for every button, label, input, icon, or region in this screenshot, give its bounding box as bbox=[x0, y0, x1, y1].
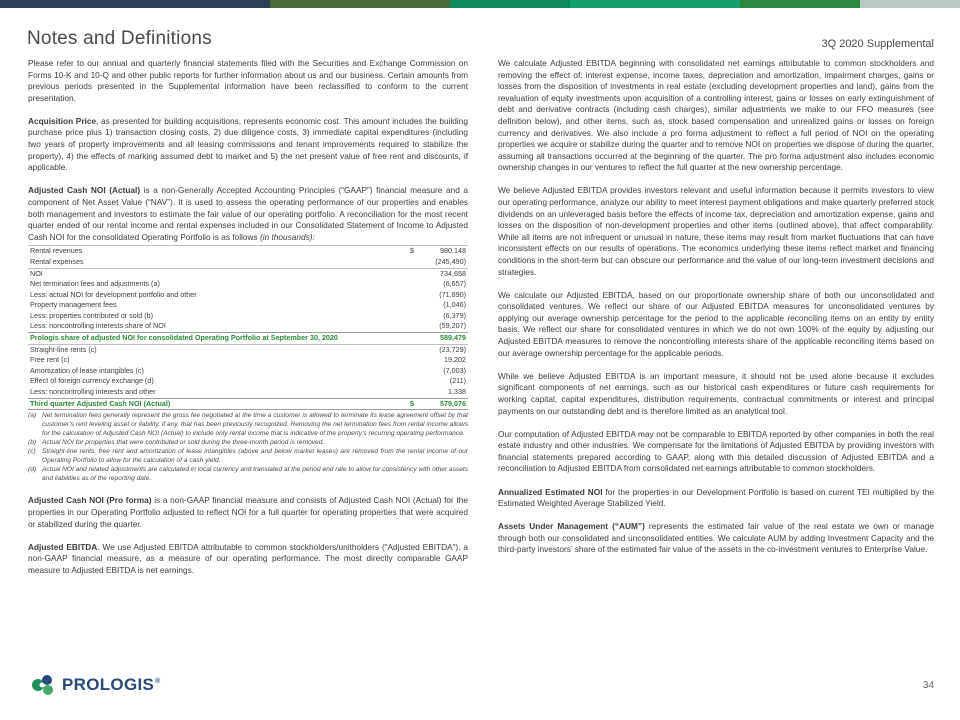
row-currency bbox=[408, 257, 418, 268]
adjusted-cash-noi-pro-forma-paragraph bbox=[28, 495, 468, 530]
annualized-noi-text: for the properties in our Development Portfolio is based on current TEI multiplied by the Estimated Weighted Average Stabilized Yield. bbox=[498, 486, 935, 509]
row-currency bbox=[408, 290, 418, 301]
pro-forma-text: is a non-GAAP financial measure and consists of Adjusted Cash NOI (Actual) for the properties in our Operating Portfolio adjusted to reflect NOI for a full quarter for operating properties that were acquired or stabilized during the quarter. bbox=[28, 495, 468, 529]
left-column bbox=[28, 58, 468, 588]
row-currency bbox=[408, 387, 418, 398]
footnote bbox=[28, 448, 468, 466]
annualized-noi-paragraph bbox=[498, 487, 934, 510]
table-row bbox=[28, 290, 468, 301]
noi-reconciliation-table bbox=[28, 245, 468, 410]
row-value: (59,207) bbox=[439, 321, 466, 331]
footnote bbox=[28, 412, 468, 439]
aum-paragraph bbox=[498, 521, 934, 556]
row-label: Amortization of lease intangibles (c) bbox=[30, 365, 144, 375]
bar-segment-4 bbox=[570, 0, 740, 8]
aum-text: represents the estimated fair value of the real estate we own or manage through both our consolidated and unconsolidated entities. We calculate AUM by adding Investment Capacity and the third-party investors’ share of the estimated fair value of the assets in the co-investment ventures to Enterprise Value. bbox=[498, 521, 935, 555]
row-value: (71,890) bbox=[439, 289, 466, 299]
prologis-mark-icon bbox=[30, 672, 56, 698]
intro-paragraph: Please refer to our annual and quarterly financial statements filed with the Securities and Exchange Commission on Forms 10-K and 10-Q and other public reports for further information about us and our business. Certain amounts from previous periods presented in the Supplemental information have been reclassified to conform to the current presentation. bbox=[28, 58, 468, 103]
row-label: Less: actual NOI for development portfolio and other bbox=[30, 289, 197, 299]
footnote-mark: (b) bbox=[28, 438, 37, 446]
supplement-label: 3Q 2020 Supplemental bbox=[821, 38, 934, 50]
adjusted-cash-noi-text: is a non-Generally Accepted Accounting Principles (“GAAP”) financial measure and a component of Net Asset Value (“NAV”). It is used to assess the operating performance of our properties and enables both management and investors to estimate the fair value of our operating portfolio. A reconciliation for the most recent quarter ended of our rental income and rental expenses included in our Consolidated Statement of Income to Adjusted Cash NOI for the consolidated Operating Portfolio is as follows bbox=[28, 185, 468, 242]
acquisition-price-paragraph bbox=[28, 116, 468, 174]
table-row bbox=[28, 376, 468, 387]
acquisition-price-term: Acquisition Price bbox=[28, 115, 97, 126]
footnote bbox=[28, 466, 468, 484]
row-label: Net termination fees and adjustments (a) bbox=[30, 279, 160, 289]
row-currency bbox=[408, 355, 418, 366]
row-currency bbox=[408, 376, 418, 387]
row-label: NOI bbox=[28, 268, 408, 279]
footnote-mark: (a) bbox=[28, 412, 37, 420]
table-row bbox=[28, 279, 468, 290]
ebitda-comparability-paragraph: Our computation of Adjusted EBITDA may not be comparable to EBITDA reported by other companies in both the real estate industry and other industries. We compensate for the limitations of Adjusted EBITDA by providing investors with financial statements prepared according to GAAP, along with this detailed discussion of Adjusted EBITDA and a reconciliation to Adjusted EBITDA from consolidated net earnings attributable to common stockholders. bbox=[498, 428, 934, 474]
aum-term: Assets Under Management (“AUM”) bbox=[498, 521, 645, 532]
adjusted-cash-noi-paragraph bbox=[28, 185, 468, 243]
row-value: 734,658 bbox=[418, 268, 468, 279]
table-row bbox=[28, 355, 468, 366]
row-label: Less: noncontrolling interests share of NOI bbox=[30, 321, 166, 331]
row-value: 589,479 bbox=[418, 333, 468, 345]
table-row bbox=[28, 366, 468, 377]
row-value: (23,729) bbox=[418, 344, 468, 355]
table-row bbox=[28, 311, 468, 322]
prologis-logo bbox=[30, 672, 161, 698]
bar-segment-2 bbox=[270, 0, 450, 8]
row-value: 980,148 bbox=[418, 246, 468, 257]
logo-wordmark: PROLOGIS® bbox=[62, 675, 161, 694]
table-row bbox=[28, 344, 468, 355]
footnote-text: Net termination fees generally represent the gross fee negotiated at the time a customer is allowed to terminate its lease agreement offset by that customer’s rent leveling asset or liability, if any, that has been previously recognized. Removing the net termination fees from rental income allows for the calculation of Adjusted Cash NOI (Actual) to include only rental income that is indicative of the property’s recurring operating performance. bbox=[42, 412, 468, 438]
page-number: 34 bbox=[922, 680, 934, 691]
table-row bbox=[28, 246, 468, 257]
acquisition-price-text: , as presented for building acquisitions, represents economic cost. This amount includes the building purchase price plus 1) transaction closing costs, 2) due diligence costs, 3) immediate capital expenditures (including two years of property improvements and all leasing commissions and tenant improvements required to stabilize the property), 4) the effects of marking assumed debt to market and 5) the net present value of free rent and discounts, if applicable. bbox=[28, 115, 468, 173]
row-value: (245,490) bbox=[435, 256, 466, 266]
right-column bbox=[498, 58, 934, 567]
row-currency bbox=[408, 268, 418, 279]
ebitda-limitations-paragraph: While we believe Adjusted EBITDA is an important measure, it should not be used alone because it excludes significant components of net earnings, such as our historical cash expenditures or future cash requirements for working capital, capital expenditures, distribution requirements, contractual commitments or interest and principal payments on our outstanding debt and is therefore limited as an analytical tool. bbox=[498, 370, 934, 416]
page-title: Notes and Definitions bbox=[27, 28, 212, 49]
row-value: (211) bbox=[449, 376, 466, 386]
footnote-text: Straight-line rents, free rent and amortization of lease intangibles (above and below market leases) are removed from the rental income of our Operating Portfolio to allow for the calculation of a cash yield. bbox=[42, 447, 468, 464]
footnote-text: Actual NOI and related adjustments are calculated in local currency and translated at the period end rate to allow for consistency with other assets and liabilities as of the reporting date. bbox=[42, 465, 468, 482]
table-row bbox=[28, 268, 468, 279]
footnote-text: Actual NOI for properties that were contributed or sold during the three-month period is removed. bbox=[42, 438, 325, 446]
row-currency bbox=[408, 311, 418, 322]
ebitda-proportionate-paragraph: We calculate our Adjusted EBITDA, based on our proportionate ownership share of both our unconsolidated and consolidated ventures. We reflect our share of our Adjusted EBITDA measures for unconsolidated ventures by applying our average ownership percentage for the period to the applicable reconciling items on an entity by entity basis. We reflect our share for consolidated ventures in which we do not own 100% of the equity by adjusting our Adjusted EBITDA measures to remove the noncontrolling interests share of the applicable reconciling items based on our average ownership percentage for the applicable periods. bbox=[498, 289, 934, 358]
ebitda-usefulness-paragraph: We believe Adjusted EBITDA provides investors relevant and useful information because it permits investors to view our operating performance, analyze our ability to meet interest payment obligations and make quarterly preferred stock dividends on an unleveraged basis before the effects of income tax, depreciation and amortization expense, gains and losses on the disposition of non-development properties and other items (outlined above), that affect comparability. While all items are not infrequent or unusual in nature, these items may result from market fluctuations that can have inconsistent effects on our results of operations. The economics underlying these items reflect market and financing conditions in the short-term but can obscure our performance and the value of our long-term investment decisions and strategies. bbox=[498, 185, 934, 277]
annualized-noi-term: Annualized Estimated NOI bbox=[498, 486, 603, 497]
row-value: (7,003) bbox=[443, 365, 466, 375]
table-row bbox=[28, 300, 468, 311]
row-label: Third quarter Adjusted Cash NOI (Actual) bbox=[28, 398, 408, 410]
adjusted-cash-noi-term: Adjusted Cash NOI (Actual) bbox=[28, 185, 141, 196]
table-row bbox=[28, 321, 468, 332]
row-label: Less: noncontrolling interests and other bbox=[30, 387, 156, 397]
row-value: (6,657) bbox=[443, 279, 466, 289]
row-label: Less: properties contributed or sold (b) bbox=[30, 310, 154, 320]
adjusted-ebitda-paragraph bbox=[28, 542, 468, 577]
row-label: Prologis share of adjusted NOI for consolidated Operating Portfolio at September 30, 2020 bbox=[28, 333, 408, 345]
row-value: (1,046) bbox=[443, 300, 466, 310]
in-thousands-note: (in thousands): bbox=[259, 231, 315, 242]
adjusted-ebitda-text: . We use Adjusted EBITDA attributable to common stockholders/unitholders (“Adjusted EBITDA”), a non-GAAP financial measure, as a measure of our operating performance. The most directly comparable GAAP measure to Adjusted EBITDA is net earnings. bbox=[28, 541, 468, 575]
row-value: 579,076 bbox=[418, 398, 468, 410]
bar-segment-1 bbox=[0, 0, 270, 8]
row-currency bbox=[408, 333, 418, 345]
row-label: Free rent (c) bbox=[30, 355, 70, 365]
row-value: 1,338 bbox=[448, 387, 466, 397]
row-value: 19,202 bbox=[444, 355, 466, 365]
row-currency bbox=[408, 300, 418, 311]
table-row bbox=[28, 333, 468, 345]
row-value: (6,379) bbox=[443, 310, 466, 320]
row-label: Effect of foreign currency exchange (d) bbox=[30, 376, 154, 386]
row-currency bbox=[408, 366, 418, 377]
footnote bbox=[28, 439, 468, 448]
bar-segment-3 bbox=[450, 0, 570, 8]
row-label: Property management fees bbox=[30, 300, 117, 310]
ebitda-calculation-paragraph: We calculate Adjusted EBITDA beginning with consolidated net earnings attributable to common stockholders and removing the effect of: interest expense, income taxes, depreciation and amortization, impairment charges, gains or losses from the disposition of investments in real estate (excluding development properties and land), gains from the revaluation of equity investments upon acquisition of a controlling interest, gains or losses on early extinguishment of debt and derivative contracts (including cash charges), similar adjustments we make to our FFO measures (see definition below), and other items, such as, stock based compensation and unrealized gains or losses on foreign currency and derivatives. We also include a pro forma adjustment to reflect a full period of NOI on the operating properties we acquire or stabilize during the quarter and to remove NOI on properties we dispose of during the quarter, assuming all transactions occurred at the beginning of the quarter. The pro forma adjustment also includes economic ownership changes in our ventures to reflect the full quarter at the new ownership percentage. bbox=[498, 58, 934, 173]
row-label: Straight-line rents (c) bbox=[28, 344, 408, 355]
row-currency bbox=[408, 344, 418, 355]
table-row bbox=[28, 257, 468, 268]
bar-segment-6 bbox=[860, 0, 960, 8]
table-row bbox=[28, 398, 468, 410]
table-row bbox=[28, 387, 468, 398]
row-currency: $ bbox=[408, 398, 418, 410]
table-footnotes bbox=[28, 412, 468, 483]
footnote-mark: (d) bbox=[28, 465, 37, 473]
adjusted-ebitda-term: Adjusted EBITDA bbox=[28, 541, 98, 552]
row-currency: $ bbox=[408, 246, 418, 257]
row-label: Rental revenues bbox=[28, 246, 408, 257]
row-currency bbox=[408, 279, 418, 290]
bar-segment-5 bbox=[740, 0, 860, 8]
top-color-bar bbox=[0, 0, 960, 8]
row-label: Rental expenses bbox=[30, 256, 84, 266]
pro-forma-term: Adjusted Cash NOI (Pro forma) bbox=[28, 495, 152, 506]
row-currency bbox=[408, 321, 418, 332]
footnote-mark: (c) bbox=[28, 447, 36, 455]
